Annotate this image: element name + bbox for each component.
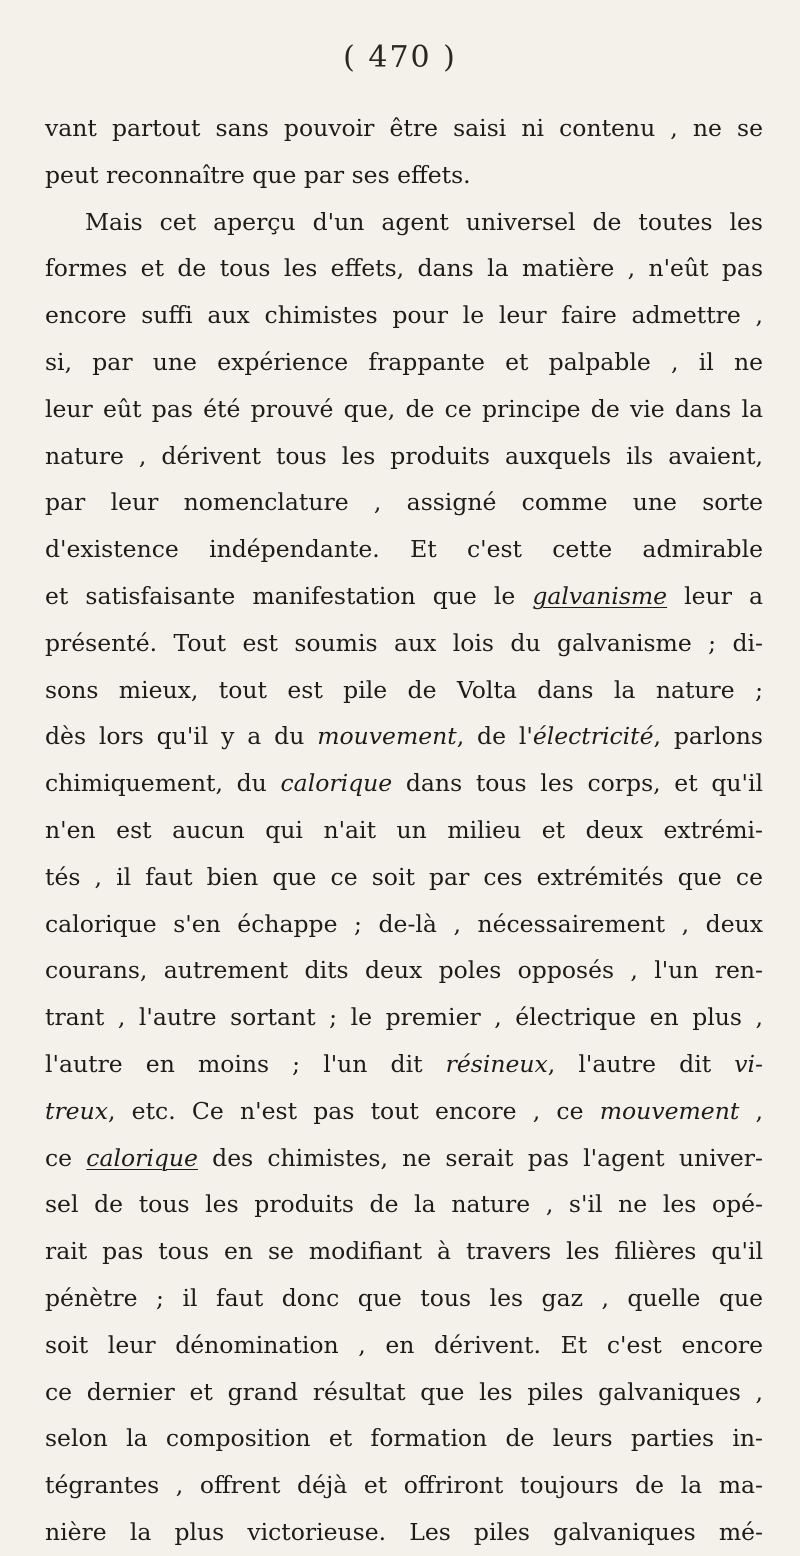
text-line — [45, 620, 763, 667]
text-segment: des chimistes, ne serait pas l'agent univer- — [197, 1143, 763, 1172]
text-segment: mouvement — [317, 722, 457, 751]
text-segment: sel de tous les produits de la nature , s'il ne les opé- — [45, 1190, 763, 1219]
text-segment: nière la plus victorieuse. Les piles galvaniques mé- — [45, 1517, 763, 1546]
text-segment: dès lors qu'il y a du — [45, 722, 318, 751]
text-line — [45, 667, 763, 714]
text-segment: vi- — [734, 1049, 763, 1078]
text-segment: et satisfaisante manifestation que le — [45, 581, 533, 610]
body-text — [45, 105, 763, 1556]
text-segment: trant , l'autre sortant ; le premier , électrique en plus , — [45, 1003, 763, 1032]
text-segment: , etc. Ce n'est pas tout encore , ce — [107, 1096, 600, 1125]
text-segment: sons mieux, tout est pile de Volta dans la nature ; — [45, 675, 763, 704]
text-segment: galvanisme — [532, 581, 668, 610]
text-segment: vant partout sans pouvoir être saisi ni contenu , ne se — [45, 114, 763, 142]
text-line — [45, 292, 763, 339]
text-line — [45, 994, 763, 1041]
text-line — [45, 1181, 763, 1228]
text-segment: soit leur dénomination , en dérivent. Et c'est encore — [45, 1330, 763, 1359]
text-line — [45, 1275, 763, 1322]
text-segment: formes et de tous les effets, dans la matière , n'eût pas — [45, 254, 763, 283]
text-segment: mouvement — [599, 1096, 740, 1125]
text-segment: pénètre ; il faut donc que tous les gaz , quelle que — [45, 1283, 763, 1312]
text-segment: présenté. Tout est soumis aux lois du galvanisme ; di- — [45, 628, 763, 657]
text-line — [45, 1041, 763, 1088]
text-line — [45, 1415, 763, 1462]
text-segment: nature , dérivent tous les produits auxquels ils avaient, — [45, 441, 763, 470]
text-segment: Mais cet aperçu d'un agent universel de toutes les — [85, 207, 763, 236]
text-line — [45, 152, 763, 199]
text-line — [45, 760, 763, 807]
text-line — [45, 526, 763, 573]
text-segment: treux — [45, 1096, 108, 1125]
text-line — [45, 807, 763, 854]
text-segment: , parlons — [653, 722, 763, 751]
text-segment: leur a — [667, 581, 763, 610]
text-line — [45, 245, 763, 292]
text-segment: calorique — [86, 1143, 198, 1172]
text-segment: , — [739, 1096, 763, 1125]
text-line — [45, 433, 763, 480]
text-line — [45, 573, 763, 620]
text-segment: encore suffi aux chimistes pour le leur faire admettre , — [45, 301, 763, 330]
text-line — [45, 713, 763, 760]
text-segment: tégrantes , offrent déjà et offriront toujours de la ma- — [45, 1471, 763, 1500]
text-line — [45, 947, 763, 994]
text-line — [45, 1462, 763, 1509]
text-line — [45, 1322, 763, 1369]
text-line — [45, 901, 763, 948]
text-segment: rait pas tous en se modifiant à travers les filières qu'il — [45, 1237, 763, 1266]
text-line — [45, 479, 763, 526]
text-segment: , l'autre dit — [547, 1049, 735, 1078]
text-line — [45, 1088, 763, 1135]
page-number: ( 470 ) — [343, 40, 457, 75]
text-segment: si, par une expérience frappante et palpable , il ne — [45, 347, 763, 376]
text-line — [45, 854, 763, 901]
text-segment: tés , il faut bien que ce soit par ces extrémités que ce — [45, 862, 763, 891]
text-segment: ce dernier et grand résultat que les piles galvaniques , — [45, 1377, 763, 1406]
text-segment: résineux — [445, 1049, 548, 1078]
text-segment: électricité — [532, 722, 654, 751]
text-segment: dans tous les corps, et qu'il — [392, 769, 763, 798]
text-line — [45, 1369, 763, 1416]
text-line — [45, 1228, 763, 1275]
text-segment: ce — [45, 1143, 87, 1172]
text-segment: d'existence indépendante. Et c'est cette admirable — [45, 535, 763, 564]
text-line — [45, 1135, 763, 1182]
text-segment: calorique — [280, 769, 393, 798]
text-segment: , de l' — [456, 722, 533, 751]
text-segment: chimiquement, du — [45, 769, 281, 798]
text-line — [45, 199, 763, 246]
text-segment: peut reconnaître que par ses effets. — [45, 160, 471, 189]
text-segment: selon la composition et formation de leurs parties in- — [45, 1424, 763, 1453]
text-line — [45, 1509, 763, 1556]
text-segment: par leur nomenclature , assigné comme une sorte — [45, 488, 763, 517]
text-line — [45, 386, 763, 433]
text-segment: calorique s'en échappe ; de-là , nécessairement , deux — [45, 909, 763, 938]
text-line — [45, 105, 763, 152]
text-segment: l'autre en moins ; l'un dit — [45, 1049, 446, 1078]
text-line — [45, 339, 763, 386]
text-segment: leur eût pas été prouvé que, de ce principe de vie dans la — [45, 394, 763, 423]
text-segment: courans, autrement dits deux poles opposés , l'un ren- — [45, 956, 763, 985]
text-segment: n'en est aucun qui n'ait un milieu et deux extrémi- — [45, 815, 763, 844]
